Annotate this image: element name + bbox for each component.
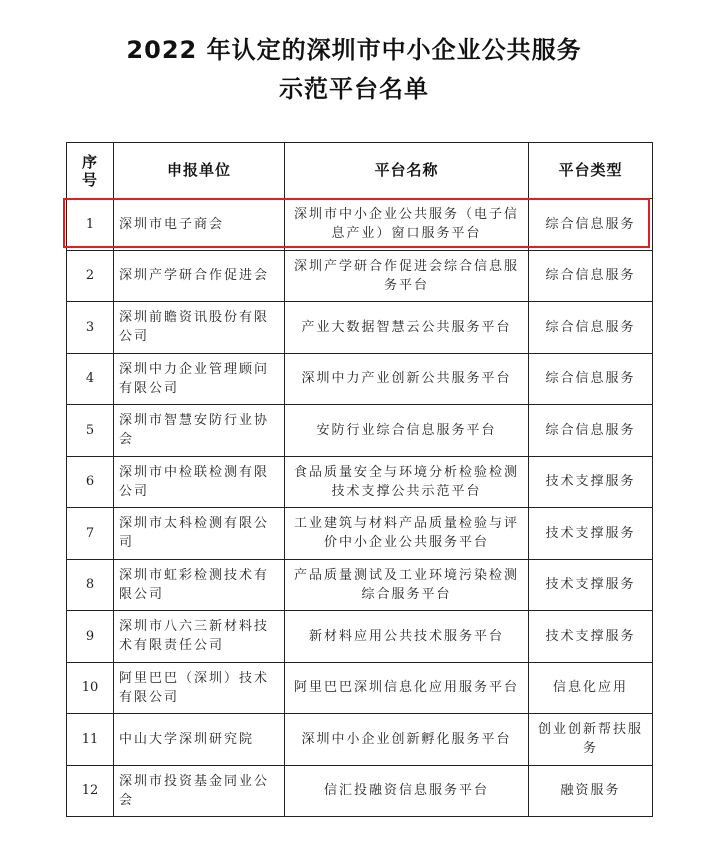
row-platform-type: 综合信息服务 — [529, 199, 653, 251]
table-row — [67, 353, 653, 405]
header-serial-number — [67, 143, 114, 199]
table-row — [67, 250, 653, 302]
row-applicant-unit: 深圳产学研合作促进会 — [114, 250, 285, 302]
header-applicant-unit: 申报单位 — [114, 143, 285, 199]
row-platform-name: 信汇投融资信息服务平台 — [285, 765, 529, 817]
row-platform-name: 产业大数据智慧云公共服务平台 — [285, 302, 529, 354]
row-applicant-unit: 深圳市八六三新材料技术有限责任公司 — [114, 611, 285, 663]
row-applicant-unit: 阿里巴巴（深圳）技术有限公司 — [114, 662, 285, 714]
row-serial-number: 1 — [67, 199, 114, 251]
table-row — [67, 662, 653, 714]
row-platform-name: 产品质量测试及工业环境污染检测综合服务平台 — [285, 559, 529, 611]
table-row — [67, 456, 653, 508]
row-platform-type: 综合信息服务 — [529, 353, 653, 405]
row-applicant-unit: 深圳前瞻资讯股份有限公司 — [114, 302, 285, 354]
row-serial-number: 2 — [67, 250, 114, 302]
row-platform-name: 新材料应用公共技术服务平台 — [285, 611, 529, 663]
row-platform-name: 工业建筑与材料产品质量检验与评价中小企业公共服务平台 — [285, 508, 529, 560]
row-serial-number: 3 — [67, 302, 114, 354]
row-serial-number: 5 — [67, 405, 114, 457]
table-row — [67, 765, 653, 817]
row-platform-type: 综合信息服务 — [529, 405, 653, 457]
row-platform-type: 技术支撑服务 — [529, 508, 653, 560]
row-applicant-unit: 深圳市电子商会 — [114, 199, 285, 251]
row-platform-type: 技术支撑服务 — [529, 611, 653, 663]
row-platform-type: 技术支撑服务 — [529, 456, 653, 508]
header-serial-char1: 序 — [81, 152, 98, 171]
platform-list-table — [66, 142, 653, 817]
row-serial-number: 9 — [67, 611, 114, 663]
table-row — [67, 611, 653, 663]
row-applicant-unit: 深圳市投资基金同业公会 — [114, 765, 285, 817]
row-serial-number: 12 — [67, 765, 114, 817]
row-serial-number: 10 — [67, 662, 114, 714]
row-platform-type: 创业创新帮扶服务 — [529, 714, 653, 766]
row-platform-type: 综合信息服务 — [529, 250, 653, 302]
row-serial-number: 6 — [67, 456, 114, 508]
row-platform-type: 技术支撑服务 — [529, 559, 653, 611]
row-applicant-unit: 深圳市智慧安防行业协会 — [114, 405, 285, 457]
document-title-line1: 2022 年认定的深圳市中小企业公共服务 — [126, 36, 582, 64]
header-platform-name: 平台名称 — [285, 143, 529, 199]
row-platform-name: 安防行业综合信息服务平台 — [285, 405, 529, 457]
row-platform-type: 信息化应用 — [529, 662, 653, 714]
row-applicant-unit: 深圳市中检联检测有限公司 — [114, 456, 285, 508]
table-row — [67, 405, 653, 457]
row-platform-name: 深圳中力产业创新公共服务平台 — [285, 353, 529, 405]
row-applicant-unit: 深圳中力企业管理顾问有限公司 — [114, 353, 285, 405]
table-row — [67, 559, 653, 611]
header-serial-char2: 号 — [81, 170, 98, 189]
row-applicant-unit: 深圳市虹彩检测技术有限公司 — [114, 559, 285, 611]
table-row — [67, 302, 653, 354]
row-platform-name: 深圳产学研合作促进会综合信息服务平台 — [285, 250, 529, 302]
row-serial-number: 7 — [67, 508, 114, 560]
row-serial-number: 8 — [67, 559, 114, 611]
table-row — [67, 508, 653, 560]
row-platform-name: 深圳市中小企业公共服务（电子信息产业）窗口服务平台 — [285, 199, 529, 251]
row-platform-type: 综合信息服务 — [529, 302, 653, 354]
row-serial-number: 4 — [67, 353, 114, 405]
row-applicant-unit: 深圳市太科检测有限公司 — [114, 508, 285, 560]
row-platform-name: 食品质量安全与环境分析检验检测技术支撑公共示范平台 — [285, 456, 529, 508]
header-platform-type: 平台类型 — [529, 143, 653, 199]
table-row — [67, 199, 653, 251]
row-platform-name: 阿里巴巴深圳信息化应用服务平台 — [285, 662, 529, 714]
document-title-line2: 示范平台名单 — [279, 75, 429, 103]
table-header-row — [67, 143, 653, 199]
row-platform-type: 融资服务 — [529, 765, 653, 817]
row-serial-number: 11 — [67, 714, 114, 766]
table-row — [67, 714, 653, 766]
row-applicant-unit: 中山大学深圳研究院 — [114, 714, 285, 766]
row-platform-name: 深圳中小企业创新孵化服务平台 — [285, 714, 529, 766]
